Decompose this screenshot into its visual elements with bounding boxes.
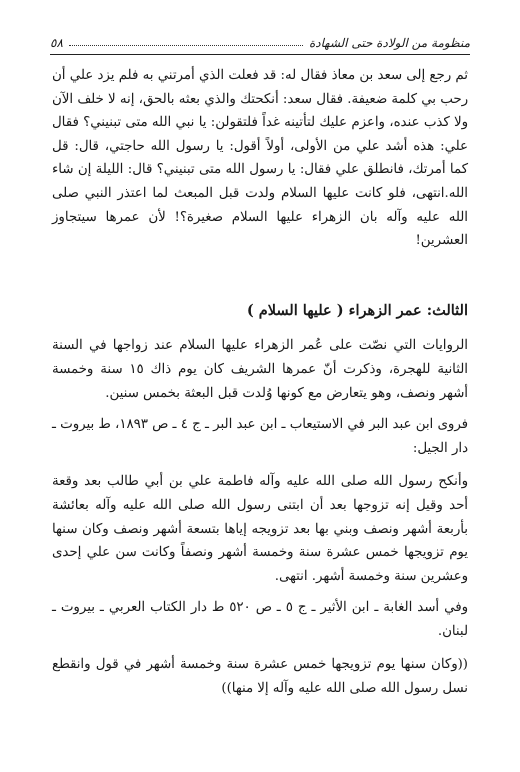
running-header [50,30,470,50]
paragraph-usd-al-ghaba-citation: وفي أسد الغابة ـ ابن الأثير ـ ج ٥ ـ ص ٥٢٠ ط دار الكتاب العربي ـ بيروت ـ لبنان. [52,600,468,639]
header-rule [50,54,470,55]
paragraph-istiab-citation: فروى ابن عبد البر في الاستيعاب ـ ابن عبد البر ـ ج ٤ ـ ص ١٨٩٣، ط بيروت ـ دار الجيل: [52,417,469,456]
header-dot-leader [69,45,303,46]
paragraph-istiab-quote: وأنكح رسول الله صلى الله عليه وآله فاطمة علي بن أبي طالب بعد وقعة أحد وقيل إنه تزوجها بعد أن ابتنى رسول الله صلى الله عليه وآله بعائشة بأربعة أشهر ونصف وبني بها بعد تزويجه إياها بتسعة أشهر ونصف وكان سنها يوم تزويجها خمس عشرة سنة وخمسة أشهر ونصفاً وكانت سن علي إحدى وعشرين سنة وخمسة أشهر. انتهى. [52,474,468,584]
paragraph-usd-al-ghaba-quote: ((وكان سنها يوم تزويجها خمس عشرة سنة وخمسة أشهر في قول وانقطع نسل رسول الله صلى الله عليه وآله إلا منها)) [52,657,468,697]
section-heading: الثالث: عمر الزهراء ( عليها السلام ) [246,301,468,319]
paragraph-sad-ibn-muadh: ثم رجع إلى سعد بن معاذ فقال له: قد فعلت الذي أمرتني به فلم يزد علي أن رحب بي كلمة ضعيفة. فقال سعد: أنكحتك والذي بعثه بالحق، إنه لا خلف الآن ولا كذب عنده، واعزم عليك لتأتينه غداً فلتقولن: يا نبي الله متى تبنيني؟ فقال علي: هذه أشد علي من الأولى، أولاً أقول: يا رسول الله حاجتي، قال: قل كما أمرتك، فانطلق علي فقال: يا رسول الله متى تبنيني؟ قال: الليلة إن شاء الله.انتهى، فلو كانت عليها السلام ولدت قبل المبعث لما اعتذر النبي صلى الله عليه وآله بان الزهراء عليها السلام صغيرة؟! لأن عمرها سيتجاوز العشرين! [52,68,468,249]
page-number: ٥٨ [50,36,63,50]
paragraph-narrations: الروايات التي نصّت على عُمر الزهراء عليها السلام عند زواجها في السنة الثانية للهجرة، وذكرت أنّ عمرها الشريف كان يوم ذاك ١٥ سنة وخمسة أشهر ونصف، وهو يتعارض مع كونها وُلدت قبل البعثة بخمس سنين. [52,338,468,401]
book-title: منظومة من الولادة حتى الشهادة [309,36,470,50]
page-body [52,60,468,701]
